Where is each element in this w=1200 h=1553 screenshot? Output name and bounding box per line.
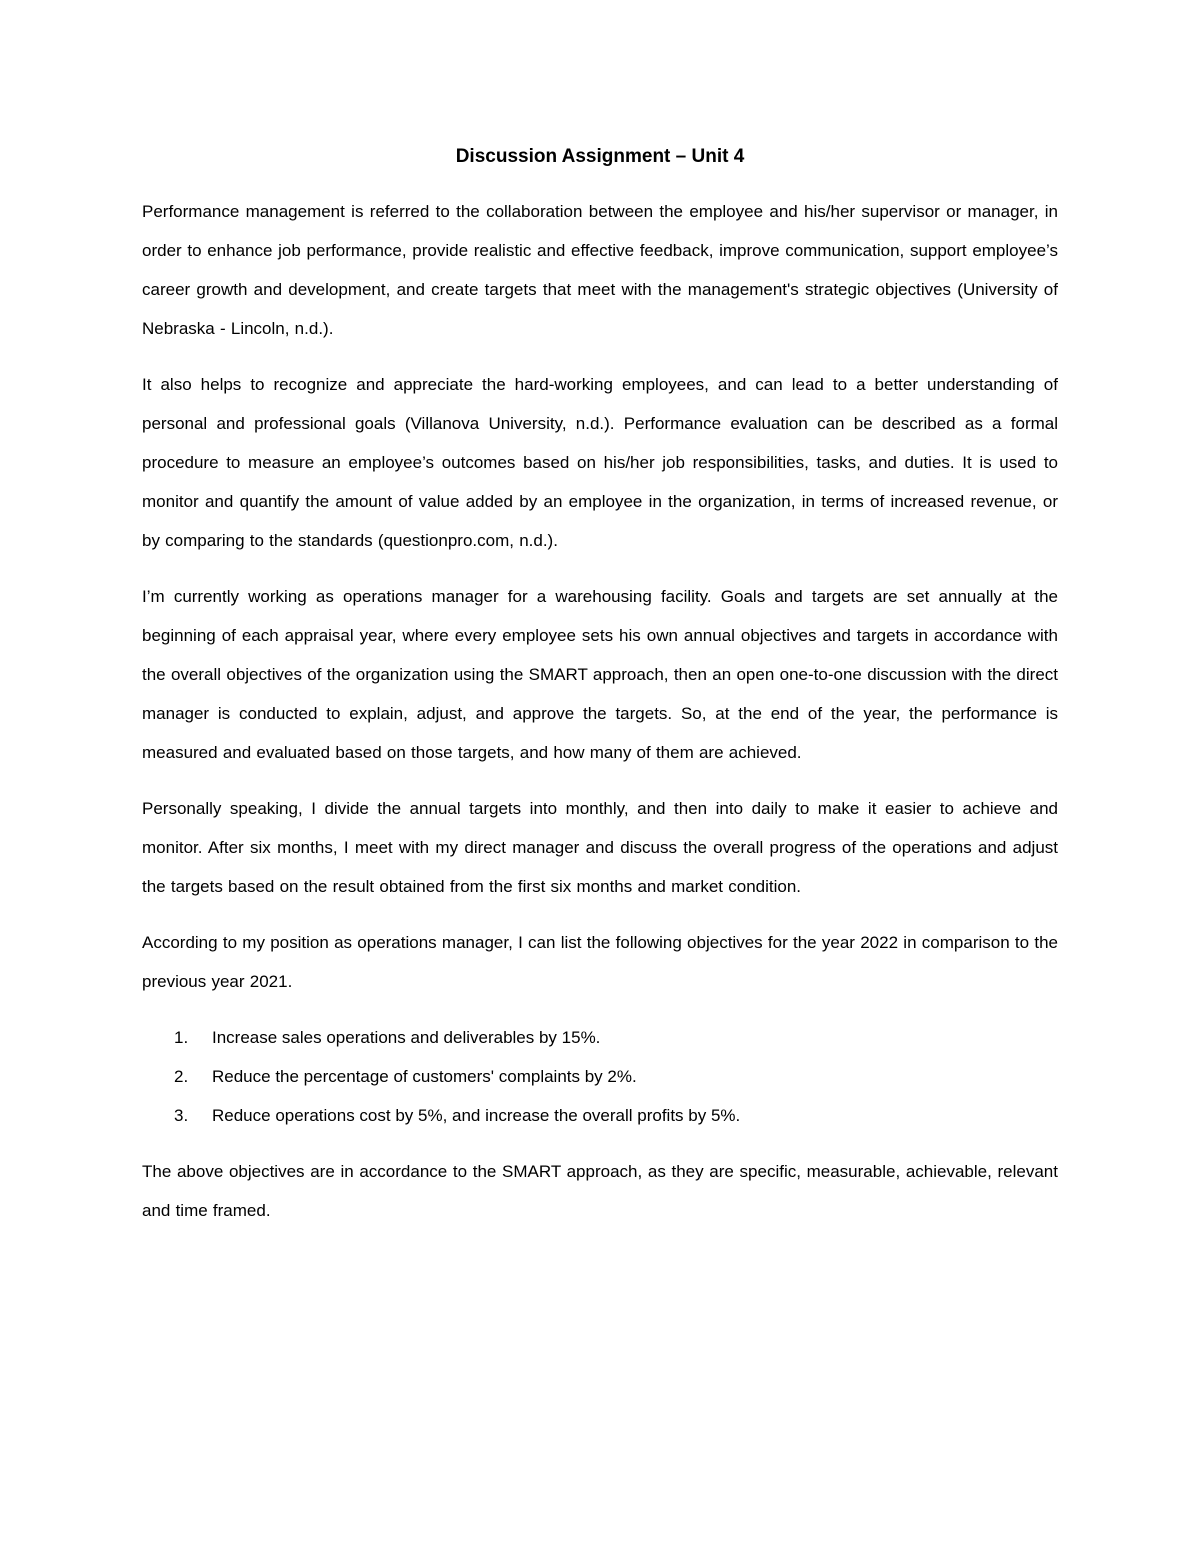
paragraph-closing: The above objectives are in accordance to the SMART approach, as they are specific, measurable, achievable, relevant and time framed. <box>142 1162 1058 1220</box>
objective-text: Increase sales operations and deliverables by 15%. <box>212 1028 601 1047</box>
objective-number: 1. <box>174 1028 189 1047</box>
objective-number: 3. <box>174 1106 189 1125</box>
document-body <box>142 138 1058 1247</box>
objective-item <box>142 1096 1058 1135</box>
paragraph-objectives-intro: According to my position as operations manager, I can list the following objectives for the year 2022 in comparison to the previous year 2021. <box>142 933 1058 991</box>
objective-item <box>142 1057 1058 1096</box>
paragraph-personal-approach: Personally speaking, I divide the annual targets into monthly, and then into daily to make it easier to achieve and monitor. After six months, I meet with my direct manager and discuss the overall progress of the operations and adjust the targets based on the result obtained from the first six months and market condition. <box>142 799 1058 896</box>
objective-text: Reduce operations cost by 5%, and increase the overall profits by 5%. <box>212 1106 741 1125</box>
objective-item <box>142 1018 1058 1057</box>
objectives-list <box>142 1018 1058 1135</box>
paragraph-performance-evaluation: It also helps to recognize and appreciate the hard-working employees, and can lead to a better understanding of personal and professional goals (Villanova University, n.d.). Performance evaluation can be described as a formal procedure to measure an employee’s outcomes based on his/her job responsibilities, tasks, and duties. It is used to monitor and quantify the amount of value added by an employee in the organization, in terms of increased revenue, or by comparing to the standards (questionpro.com, n.d.). <box>142 375 1058 550</box>
paragraph-performance-management: Performance management is referred to the collaboration between the employee and his/her supervisor or manager, in order to enhance job performance, provide realistic and effective feedback, improve communication, support employee’s career growth and development, and create targets that meet with the management's strategic objectives (University of Nebraska - Lincoln, n.d.). <box>142 202 1058 338</box>
objective-text: Reduce the percentage of customers' complaints by 2%. <box>212 1067 637 1086</box>
objective-number: 2. <box>174 1067 189 1086</box>
document-title: Discussion Assignment – Unit 4 <box>455 146 745 167</box>
paragraph-current-role: I’m currently working as operations manager for a warehousing facility. Goals and targets are set annually at the beginning of each appraisal year, where every employee sets his own annual objectives and targets in accordance with the overall objectives of the organization using the SMART approach, then an open one-to-one discussion with the direct manager is conducted to explain, adjust, and approve the targets. So, at the end of the year, the performance is measured and evaluated based on those targets, and how many of them are achieved. <box>142 587 1058 762</box>
